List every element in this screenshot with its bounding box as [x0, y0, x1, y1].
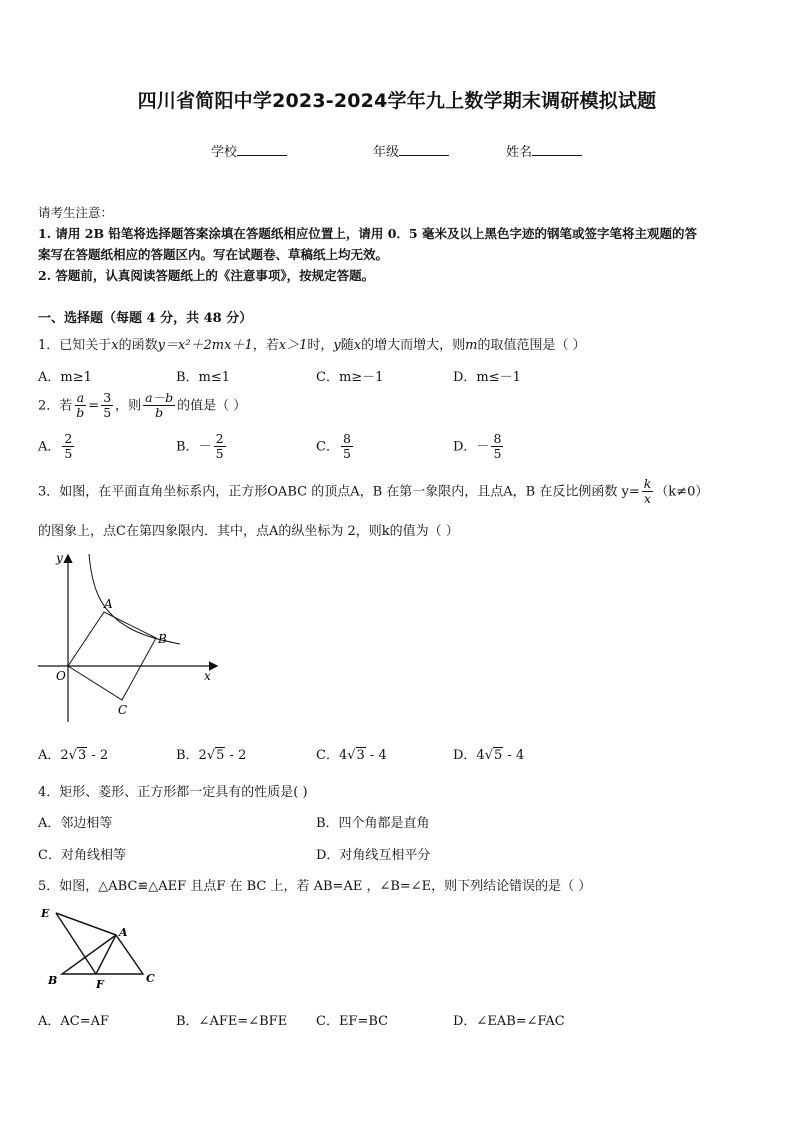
q4-option-d[interactable]: D．对角线互相平分 [316, 848, 431, 863]
q1-text: 随 [340, 338, 354, 353]
label-a: A [119, 926, 128, 939]
page-title: 四川省简阳中学2023-2024学年九上数学期末调研模拟试题 [137, 90, 657, 112]
q5-option-b[interactable]: B．∠AFE=∠BFE [176, 1014, 288, 1029]
triangle-abc [56, 913, 143, 974]
q1-option-c[interactable]: C．m≥－1 [316, 370, 384, 385]
q2-option-a[interactable]: A． $\frac{2}{5}$ [38, 431, 73, 462]
question-2 [38, 391, 246, 421]
question-3 [38, 477, 708, 507]
segment-fa [96, 935, 116, 974]
q4-option-c[interactable]: C．对角线相等 [38, 848, 126, 863]
q1-var-m: m [465, 338, 478, 353]
q5-option-c[interactable]: C．EF=BC [316, 1014, 389, 1029]
label-e: E [41, 907, 50, 920]
label-a: A [104, 597, 113, 611]
question-3-line2: 的图象上，点C在第四象限内．其中，点A的纵坐标为 2，则k的值为（ ） [38, 524, 459, 539]
q5-option-a[interactable]: A．AC=AF [38, 1014, 110, 1029]
notice-line1b: 案写在答题纸相应的答题区内。写在试题卷、草稿纸上均无效。 [38, 247, 389, 262]
q1-condition: x＞1 [278, 338, 308, 353]
question-4: 4．矩形、菱形、正方形都一定具有的性质是( ) [38, 785, 308, 800]
notice-line2: 2. 答题前，认真阅读答题纸上的《注意事项》，按规定答题。 [38, 268, 375, 283]
q2-option-b[interactable]: B．－ $\frac{2}{5}$ [176, 431, 224, 462]
name-blank [532, 143, 582, 156]
label-o: O [56, 669, 66, 683]
q2-text: 2．若 [38, 398, 73, 414]
q2-fraction-expr: $\frac{a-b}{b}$ [145, 390, 174, 421]
grade-label: 年级 [373, 145, 400, 160]
question-1 [38, 334, 586, 353]
q4-option-b[interactable]: B．四个角都是直角 [316, 816, 430, 831]
section-heading: 一、选择题（每题 4 分，共 48 分） [38, 311, 253, 326]
q1-function: y＝x²＋2mx＋1 [157, 338, 253, 353]
q1-text: 的增大而增大，则 [361, 338, 466, 353]
grade-blank [399, 143, 449, 156]
label-c: C [146, 972, 155, 985]
q3-fraction-kx: $\frac{k}{x}$ [643, 476, 652, 507]
q1-text: ，若 [252, 338, 279, 353]
school-field [211, 141, 287, 160]
q2-option-d[interactable]: D．－ $\frac{8}{5}$ [453, 431, 502, 462]
notice-heading: 请考生注意： [38, 205, 114, 220]
label-b: B [158, 632, 167, 646]
q1-text: 的函数 [118, 338, 158, 353]
q2-fraction-35: $\frac{3}{5}$ [103, 390, 112, 421]
q3-option-a[interactable]: A．2√3 - 2 [38, 748, 109, 763]
question-5: 5．如图，△ABC≌△AEF 且点F 在 BC 上，若 AB=AE ，∠B=∠E，则下列结论错误的是（ ） [38, 879, 592, 894]
label-b: B [48, 974, 58, 987]
q2-text: 的值是（ ） [177, 398, 247, 414]
q2-text: ，则 [115, 398, 142, 414]
hyperbola-curve [89, 554, 180, 644]
q3-text: （k≠0） [655, 484, 709, 500]
square-oabc [68, 612, 156, 700]
q1-option-d[interactable]: D．m≤－1 [453, 370, 521, 385]
q2-equals: = [88, 398, 100, 414]
q1-var-y: y [333, 338, 341, 353]
q5-option-d[interactable]: D．∠EAB=∠FAC [453, 1014, 565, 1029]
q3-option-b[interactable]: B．2√5 - 2 [176, 748, 247, 763]
name-field [506, 141, 582, 160]
q1-option-a[interactable]: A．m≥1 [38, 370, 92, 385]
grade-field [373, 141, 449, 160]
school-blank [237, 143, 287, 156]
q1-text: 时， [307, 338, 334, 353]
q1-var-x: x [111, 338, 119, 353]
q5-figure [36, 902, 166, 994]
q3-figure [30, 548, 230, 728]
name-label: 姓名 [506, 145, 533, 160]
school-label: 学校 [211, 145, 238, 160]
label-c: C [118, 703, 128, 717]
q1-var-x: x [353, 338, 362, 353]
q1-option-b[interactable]: B．m≤1 [176, 370, 231, 385]
q3-option-d[interactable]: D．4√5 - 4 [453, 748, 525, 763]
q1-text: 1．已知关于 [38, 338, 112, 353]
q1-text: 的取值范围是（ ） [477, 338, 586, 353]
label-x: x [204, 669, 211, 683]
q3-option-c[interactable]: C．4√3 - 4 [316, 748, 387, 763]
segment-ef [56, 913, 96, 974]
q3-text: 3．如图，在平面直角坐标系内，正方形OABC 的顶点A，B 在第一象限内，且点A，B 在反比例函数 y= [38, 484, 640, 500]
label-f: F [96, 978, 104, 991]
q4-option-a[interactable]: A．邻边相等 [38, 816, 113, 831]
notice-line1a: 1. 请用 2B 铅笔将选择题答案涂填在答题纸相应位置上，请用 0．5 毫米及以上黑色字迹的钢笔或签字笔将主观题的答 [38, 226, 697, 241]
q2-fraction-ab: $\frac{a}{b}$ [76, 390, 85, 421]
q2-option-c[interactable]: C． $\frac{8}{5}$ [316, 431, 351, 462]
label-y: y [56, 551, 63, 565]
segment-ea [56, 913, 116, 935]
